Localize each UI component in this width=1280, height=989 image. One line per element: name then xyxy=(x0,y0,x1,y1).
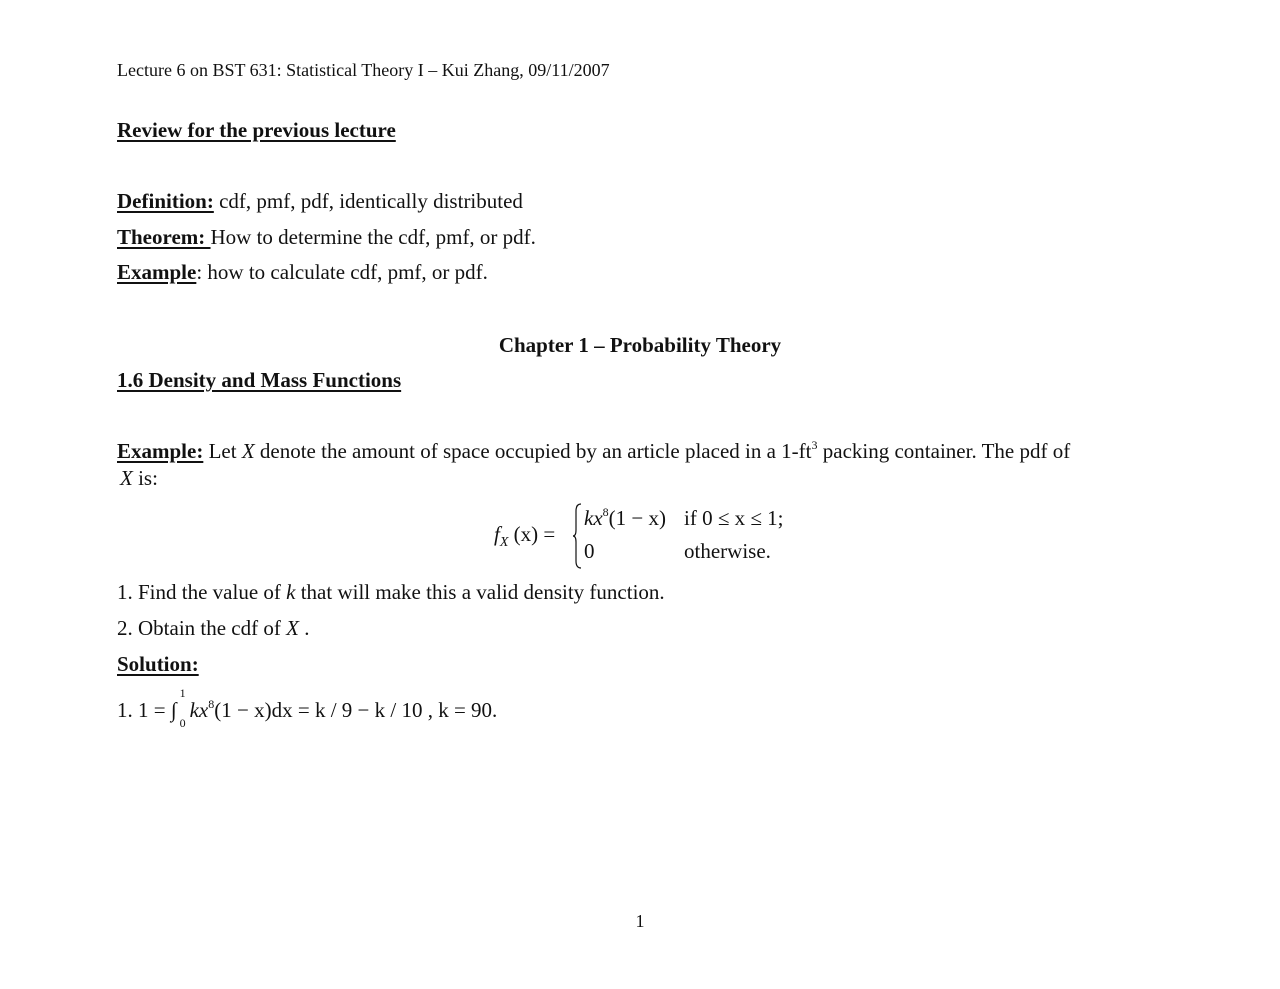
sol-text: (1 − x)dx = k / 9 − k / 10 , k = 90. xyxy=(214,698,498,722)
example-label: Example xyxy=(117,260,197,284)
example-text: packing container. The pdf of xyxy=(817,439,1071,463)
case1-condition: if 0 ≤ x ≤ 1; xyxy=(684,506,784,530)
example-review-line xyxy=(117,260,488,284)
example-line-2 xyxy=(120,466,158,490)
sol-text: 1. 1 = ∫ xyxy=(117,698,177,722)
brace-icon xyxy=(572,503,582,569)
theorem-line xyxy=(117,225,536,249)
chapter-title: Chapter 1 – Probability Theory xyxy=(498,333,782,357)
example-line xyxy=(117,439,1070,463)
definition-label: Definition: xyxy=(117,189,214,213)
sol-expr: kx xyxy=(189,698,209,722)
q-text: that will make this a valid density function. xyxy=(295,580,665,604)
page-number: 1 xyxy=(635,911,645,931)
superscript: 8 xyxy=(602,505,609,519)
variable: X xyxy=(241,439,255,463)
lhs-rest: (x) = xyxy=(513,522,556,546)
upper-limit: 1 xyxy=(179,686,186,700)
variable: X xyxy=(286,616,299,640)
question-2 xyxy=(117,616,309,640)
formula-cases xyxy=(584,506,783,563)
review-heading: Review for the previous lecture xyxy=(117,118,396,142)
q-text: 1. Find the value of xyxy=(117,580,287,604)
solution-label: Solution: xyxy=(117,652,199,676)
definition-text: cdf, pmf, pdf, identically distributed xyxy=(213,189,523,213)
example-text: : how to calculate cdf, pmf, or pdf. xyxy=(196,260,488,284)
definition-line xyxy=(117,189,523,213)
lower-limit: 0 xyxy=(179,716,186,730)
section-title: 1.6 Density and Mass Functions xyxy=(117,368,402,392)
example-text: Let xyxy=(203,439,242,463)
integral-limits xyxy=(178,686,190,730)
q-text: 2. Obtain the cdf of xyxy=(117,616,287,640)
example-text: denote the amount of space occupied by an article placed in a 1-ft xyxy=(254,439,812,463)
case1-expr xyxy=(584,506,666,530)
subscript: X xyxy=(499,535,509,550)
page-header: Lecture 6 on BST 631: Statistical Theory I – Kui Zhang, 09/11/2007 xyxy=(117,60,610,80)
superscript: 3 xyxy=(811,438,818,452)
q-text: . xyxy=(298,616,310,640)
question-1 xyxy=(117,580,665,604)
f: f xyxy=(494,522,500,546)
expr: kx xyxy=(584,506,603,530)
example-label: Example: xyxy=(117,439,204,463)
theorem-label: Theorem: xyxy=(117,225,211,249)
variable: X xyxy=(120,466,133,490)
variable: k xyxy=(286,580,296,604)
theorem-text: How to determine the cdf, pmf, or pdf. xyxy=(210,225,536,249)
superscript: 8 xyxy=(208,697,215,711)
formula-lhs xyxy=(494,522,556,550)
expr-rest: (1 − x) xyxy=(608,506,666,530)
example-text: is: xyxy=(132,466,158,490)
case2-condition: otherwise. xyxy=(684,539,771,563)
case2-expr: 0 xyxy=(584,539,595,563)
solution-1 xyxy=(117,686,498,730)
